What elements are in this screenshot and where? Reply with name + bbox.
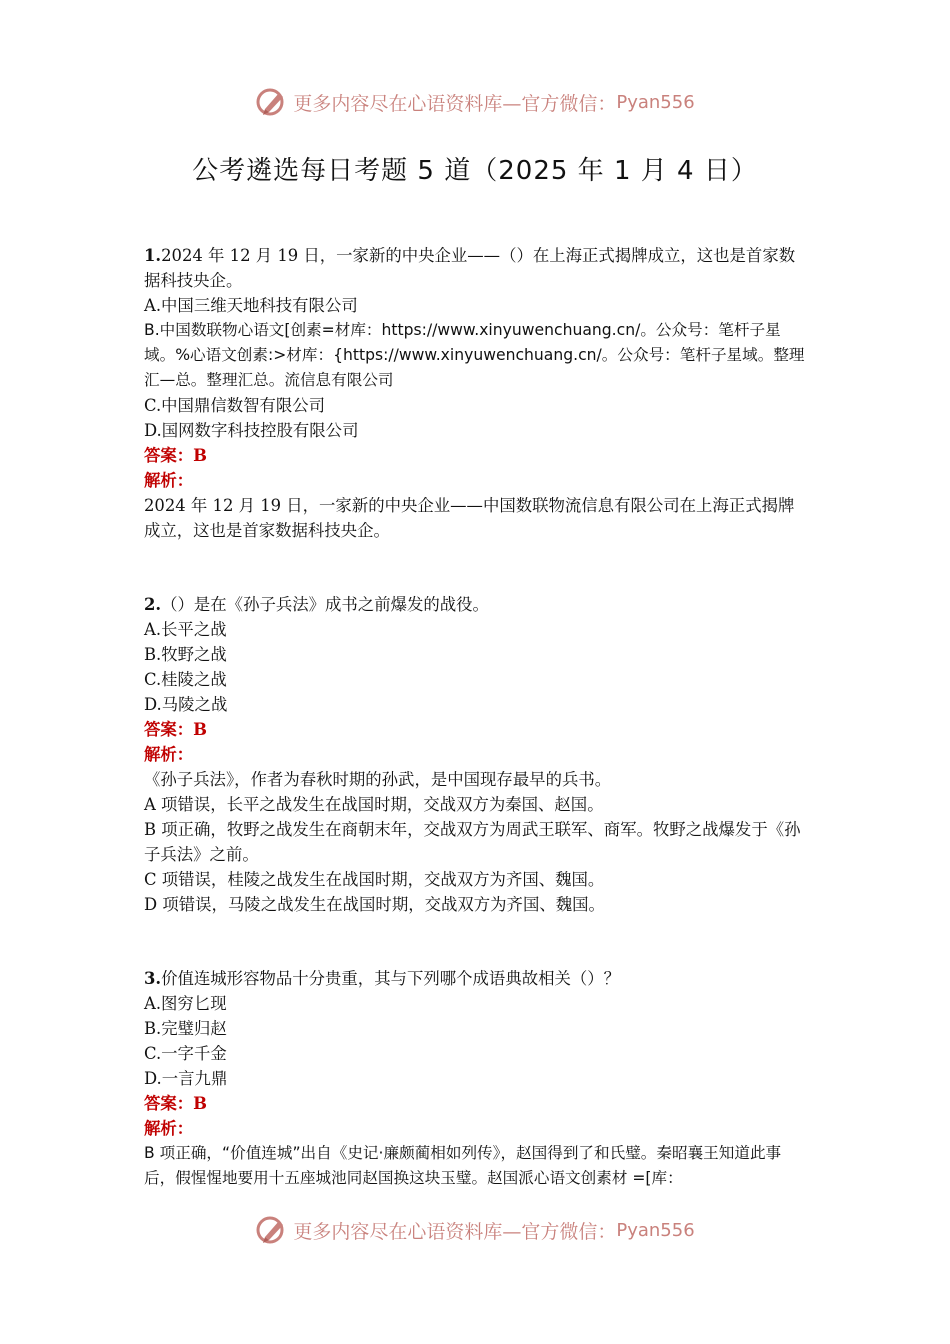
question-text: 2024 年 12 月 19 日，一家新的中央企业——（）在上海正式揭牌成立，这也是首家数据科技央企。 — [144, 246, 796, 290]
analysis-line: 2024 年 12 月 19 日，一家新的中央企业——中国数联物流信息有限公司在上海正式揭牌成立，这也是首家数据科技央企。 — [144, 496, 795, 540]
option-c: C.桂陵之战 — [144, 670, 227, 689]
page-title: 公考遴选每日考题 5 道（2025 年 1 月 4 日） — [192, 156, 758, 186]
analysis-line: A 项错误，长平之战发生在战国时期，交战双方为秦国、赵国。 — [144, 795, 604, 814]
option-b: B.牧野之战 — [144, 645, 227, 664]
analysis-label: 解析： — [144, 471, 194, 490]
option-c: C.一字千金 — [144, 1044, 227, 1063]
option-d: D.国网数字科技控股有限公司 — [144, 421, 359, 440]
question-2 — [144, 592, 808, 917]
question-stem — [144, 966, 808, 991]
analysis-line: 《孙子兵法》，作者为春秋时期的孙武，是中国现存最早的兵书。 — [144, 770, 612, 789]
question-3 — [144, 966, 808, 1191]
analysis-label: 解析： — [144, 745, 194, 764]
answer: 答案：B — [144, 446, 208, 465]
option-b: B.中国数联物心语文[创素=材库：https://www.xinyuwenchuang.cn/。公众号：笔杆子星域。%心语文创素:>材库：{https://www.xinyuwenchuang.cn/。公众号：笔杆子星域。整理汇—总。整理汇总。流信息有限公司 — [144, 321, 805, 389]
option-d: D.一言九鼎 — [144, 1069, 228, 1088]
question-stem — [144, 592, 808, 617]
option-b: B.完璧归赵 — [144, 1019, 227, 1038]
answer: 答案：B — [144, 1094, 208, 1113]
question-number: 3. — [144, 969, 162, 988]
pen-nib-logo-icon — [255, 1213, 289, 1247]
banner-text: 更多内容尽在心语资料库—官方微信： — [293, 92, 617, 115]
analysis-line: D 项错误，马陵之战发生在战国时期，交战双方为齐国、魏国。 — [144, 895, 605, 914]
option-a: A.中国三维天地科技有限公司 — [144, 296, 358, 315]
option-a: A.长平之战 — [144, 620, 227, 639]
question-1 — [144, 243, 808, 543]
question-text: 价值连城形容物品十分贵重，其与下列哪个成语典故相关（）？ — [161, 969, 621, 988]
answer: 答案：B — [144, 720, 208, 739]
analysis-line: B 项正确，“价值连城”出自《史记·廉颇蔺相如列传》，赵国得到了和氏璧。秦昭襄王知道此事后，假惺惺地要用十五座城池同赵国换这块玉璧。赵国派心语文创素材 =[库： — [144, 1144, 782, 1187]
pen-nib-logo-icon — [255, 85, 289, 119]
question-number: 1. — [144, 246, 162, 265]
banner-text: 更多内容尽在心语资料库—官方微信： — [293, 1220, 617, 1243]
option-c: C.中国鼎信数智有限公司 — [144, 396, 326, 415]
question-number: 2. — [144, 595, 162, 614]
header-banner — [0, 82, 950, 122]
option-a: A.图穷匕现 — [144, 994, 227, 1013]
question-list — [144, 243, 808, 1240]
banner-wechat-id: Pyan556 — [616, 1219, 695, 1241]
banner-wechat-id: Pyan556 — [616, 91, 695, 113]
question-text: （）是在《孙子兵法》成书之前爆发的战役。 — [161, 595, 489, 614]
footer-banner — [0, 1210, 950, 1250]
option-d: D.马陵之战 — [144, 695, 228, 714]
analysis-label: 解析： — [144, 1119, 194, 1138]
analysis-line: C 项错误，桂陵之战发生在战国时期，交战双方为齐国、魏国。 — [144, 870, 605, 889]
question-stem — [144, 243, 808, 293]
analysis-line: B 项正确，牧野之战发生在商朝末年，交战双方为周武王联军、商军。牧野之战爆发于《孙子兵法》之前。 — [144, 820, 801, 864]
